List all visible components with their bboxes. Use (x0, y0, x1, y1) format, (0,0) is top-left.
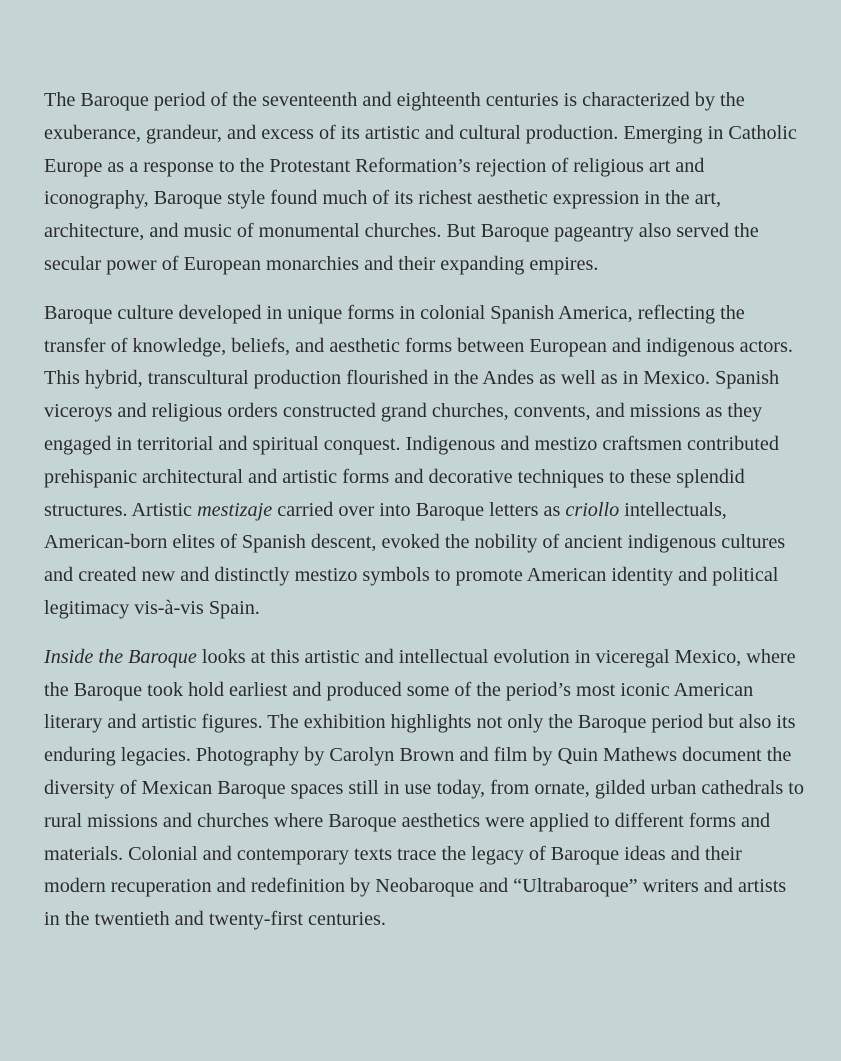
paragraph-text: Baroque culture developed in unique forms in colonial Spanish America, reflecting the transfer of knowledge, beliefs, and aesthetic forms between European and indigenous actors. This hybrid, transcultural production flourished in the Andes as well as in Mexico. Spanish viceroys and religious orders constructed grand churches, convents, and missions as they engaged in territorial and spiritual conquest. Indigenous and mestizo craftsmen contributed prehispanic architectural and artistic forms and decorative techniques to these splendid structures. Artistic (44, 301, 793, 521)
paragraph-text: carried over into Baroque letters as (272, 498, 566, 521)
paragraph-text: intellectuals, American-born elites of Spanish descent, evoked the nobility of ancient indigenous cultures and created new and distinctly mestizo symbols to promote American identity and political legitimacy vis-à-vis Spain. (44, 498, 786, 619)
italic-term-mestizaje: mestizaje (197, 498, 273, 521)
text-panel (44, 84, 804, 936)
paragraph-intro: The Baroque period of the seventeenth and eighteenth centuries is characterized by the exuberance, grandeur, and excess of its artistic and cultural production. Emerging in Catholic Europe as a response to the Protestant Reformation’s rejection of religious art and iconography, Baroque style found much of its richest aesthetic expression in the art, architecture, and music of monumental churches. But Baroque pageantry also served the secular power of European monarchies and their expanding empires. (44, 89, 797, 275)
paragraph-exhibition (44, 641, 804, 936)
paragraph-colonial-baroque (44, 297, 804, 625)
italic-exhibition-title: Inside the Baroque (44, 645, 197, 668)
italic-term-criollo: criollo (565, 498, 620, 521)
paragraph-text: looks at this artistic and intellectual evolution in viceregal Mexico, where the Baroque took hold earliest and produced some of the period’s most iconic American literary and artistic figures. The exhibition highlights not only the Baroque period but also its enduring legacies. Photography by Carolyn Brown and film by Quin Mathews document the diversity of Mexican Baroque spaces still in use today, from ornate, gilded urban cathedrals to rural missions and churches where Baroque aesthetics were applied to different forms and materials. Colonial and contemporary texts trace the legacy of Baroque ideas and their modern recuperation and redefinition by Neobaroque and “Ultrabaroque” writers and artists in the twentieth and twenty-first centuries. (44, 645, 804, 931)
